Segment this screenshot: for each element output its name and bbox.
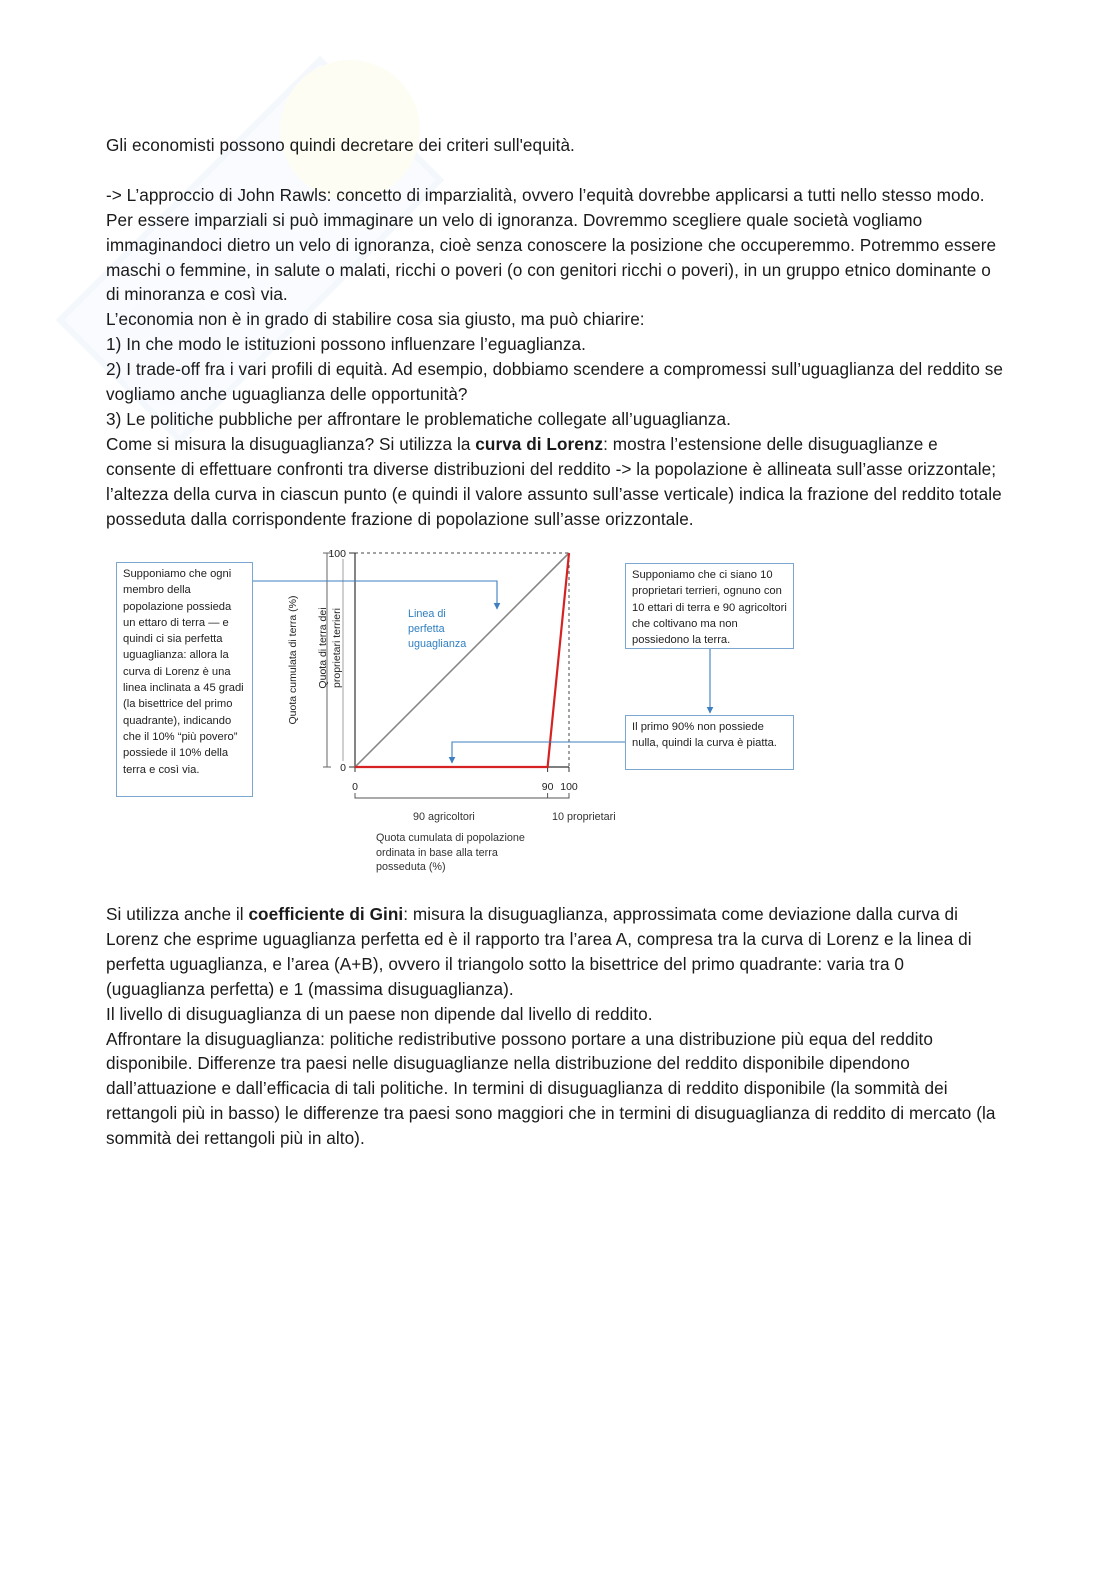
group-label-proprietari: 10 proprietari	[552, 811, 616, 823]
y-inner-label-line-1: Quota di terra dei	[317, 607, 329, 689]
x-tick-label-100: 100	[560, 781, 578, 793]
y-tick-label-0: 0	[340, 762, 346, 774]
list-item-3: 3) Le politiche pubbliche per affrontare le problematiche collegate all’uguaglianza.	[106, 408, 731, 429]
list-item-2: 2) I trade-off fra i vari profili di equità. Ad esempio, dobbiamo scendere a compromessi sull’uguaglianza del reddito se vogliamo anche uguaglianza delle opportunità?	[106, 359, 1004, 405]
text-section-top	[106, 133, 1006, 531]
x-tick-label-0: 0	[352, 781, 358, 793]
paragraph-economia: L’economia non è in grado di stabilire cosa sia giusto, ma può chiarire:	[106, 309, 645, 330]
y-inner-label-line-2: proprietari terrieri	[331, 608, 343, 688]
list-item-1: 1) In che modo le istituzioni possono influenzare l’eguaglianza.	[106, 334, 586, 355]
bracket-agricoltori	[355, 793, 548, 798]
callout-left: Supponiamo che ogni membro della popolazione possieda un ettaro di terra — e quindi ci sia perfetta uguaglianza: allora la curva di Lorenz è una linea inclinata a 45 gradi (la bisettrice del primo quadrante), indicando che il 10% “più povero” possiede il 10% della terra e così via.	[116, 562, 253, 797]
callout-right-bottom: Il primo 90% non possiede nulla, quindi la curva è piatta.	[625, 715, 794, 770]
group-label-agricoltori: 90 agricoltori	[413, 811, 475, 823]
paragraph-intro: Gli economisti possono quindi decretare dei criteri sull'equità.	[106, 135, 575, 155]
text-section-bottom	[106, 902, 1006, 1151]
paragraph-gini: Si utilizza anche il coefficiente di Gini: misura la disuguaglianza, approssimata come deviazione dalla curva di Lorenz che esprime uguaglianza perfetta ed è il rapporto tra l’area A, compresa tra la curva di Lorenz e la linea di perfetta uguaglianza, e l’area (A+B), ovvero il triangolo sotto la bisettrice del primo quadrante: varia tra 0 (uguaglianza perfetta) e 1 (massima disuguaglianza).	[106, 904, 972, 999]
bracket-proprietari	[548, 793, 569, 798]
term-coefficiente-gini: coefficiente di Gini	[248, 904, 404, 924]
lorenz-figure	[112, 543, 812, 883]
y-tick-label-100: 100	[328, 548, 346, 560]
equality-line-label: Linea di perfetta uguaglianza	[408, 608, 467, 650]
term-curva-lorenz: curva di Lorenz	[475, 433, 604, 454]
equality-line	[355, 553, 569, 767]
paragraph-affrontare: Affrontare la disuguaglianza: politiche redistributive possono portare a una distribuzione più equa del reddito disponibile. Differenze tra paesi nelle disuguaglianze nella distribuzione del reddito disponibile dipendono dall’attuazione e dall’efficacia di tali politiche. In termini di disuguaglianza di reddito disponibile (la sommità dei rettangoli più in basso) le differenze tra paesi sono maggiori che in termini di disuguaglianza di reddito di mercato (la sommità dei rettangoli più in alto).	[106, 1028, 996, 1149]
callout-right-top: Supponiamo che ci siano 10 proprietari terrieri, ognuno con 10 ettari di terra e 90 agricoltori che coltivano ma non possiedono la terra.	[625, 563, 794, 649]
paragraph-lorenz: Come si misura la disuguaglianza? Si utilizza la curva di Lorenz: mostra l’estensione delle disuguaglianze e consente di effettuare confronti tra diverse distribuzioni del reddito -> la popolazione è allineata sull’asse orizzontale; l’altezza della curva in ciascun punto (e quindi il valore assunto sull’asse verticale) indica la frazione del reddito totale posseduta dalla corrispondente frazione di popolazione sull’asse orizzontale.	[106, 433, 1002, 529]
y-axis-label: Quota cumulata di terra (%)	[287, 595, 299, 725]
arrow-flat-segment	[452, 742, 625, 763]
x-axis-title: Quota cumulata di popolazione ordinata in base alla terra posseduta (%)	[376, 832, 525, 873]
paragraph-rawls: -> L’approccio di John Rawls: concetto di imparzialità, ovvero l’equità dovrebbe applicarsi a tutti nello stesso modo. Per essere imparziali si può immaginare un velo di ignoranza. Dovremmo scegliere quale società vogliamo immaginandoci dietro un velo di ignoranza, cioè senza conoscere la posizione che occuperemmo. Potremmo essere maschi o femmine, in salute o malati, ricchi o poveri (o con genitori ricchi o poveri), in un gruppo etnico dominante o di minoranza e così via.	[106, 184, 997, 305]
paragraph-livello: Il livello di disuguaglianza di un paese non dipende dal livello di reddito.	[106, 1003, 653, 1024]
x-tick-label-90: 90	[541, 781, 554, 793]
